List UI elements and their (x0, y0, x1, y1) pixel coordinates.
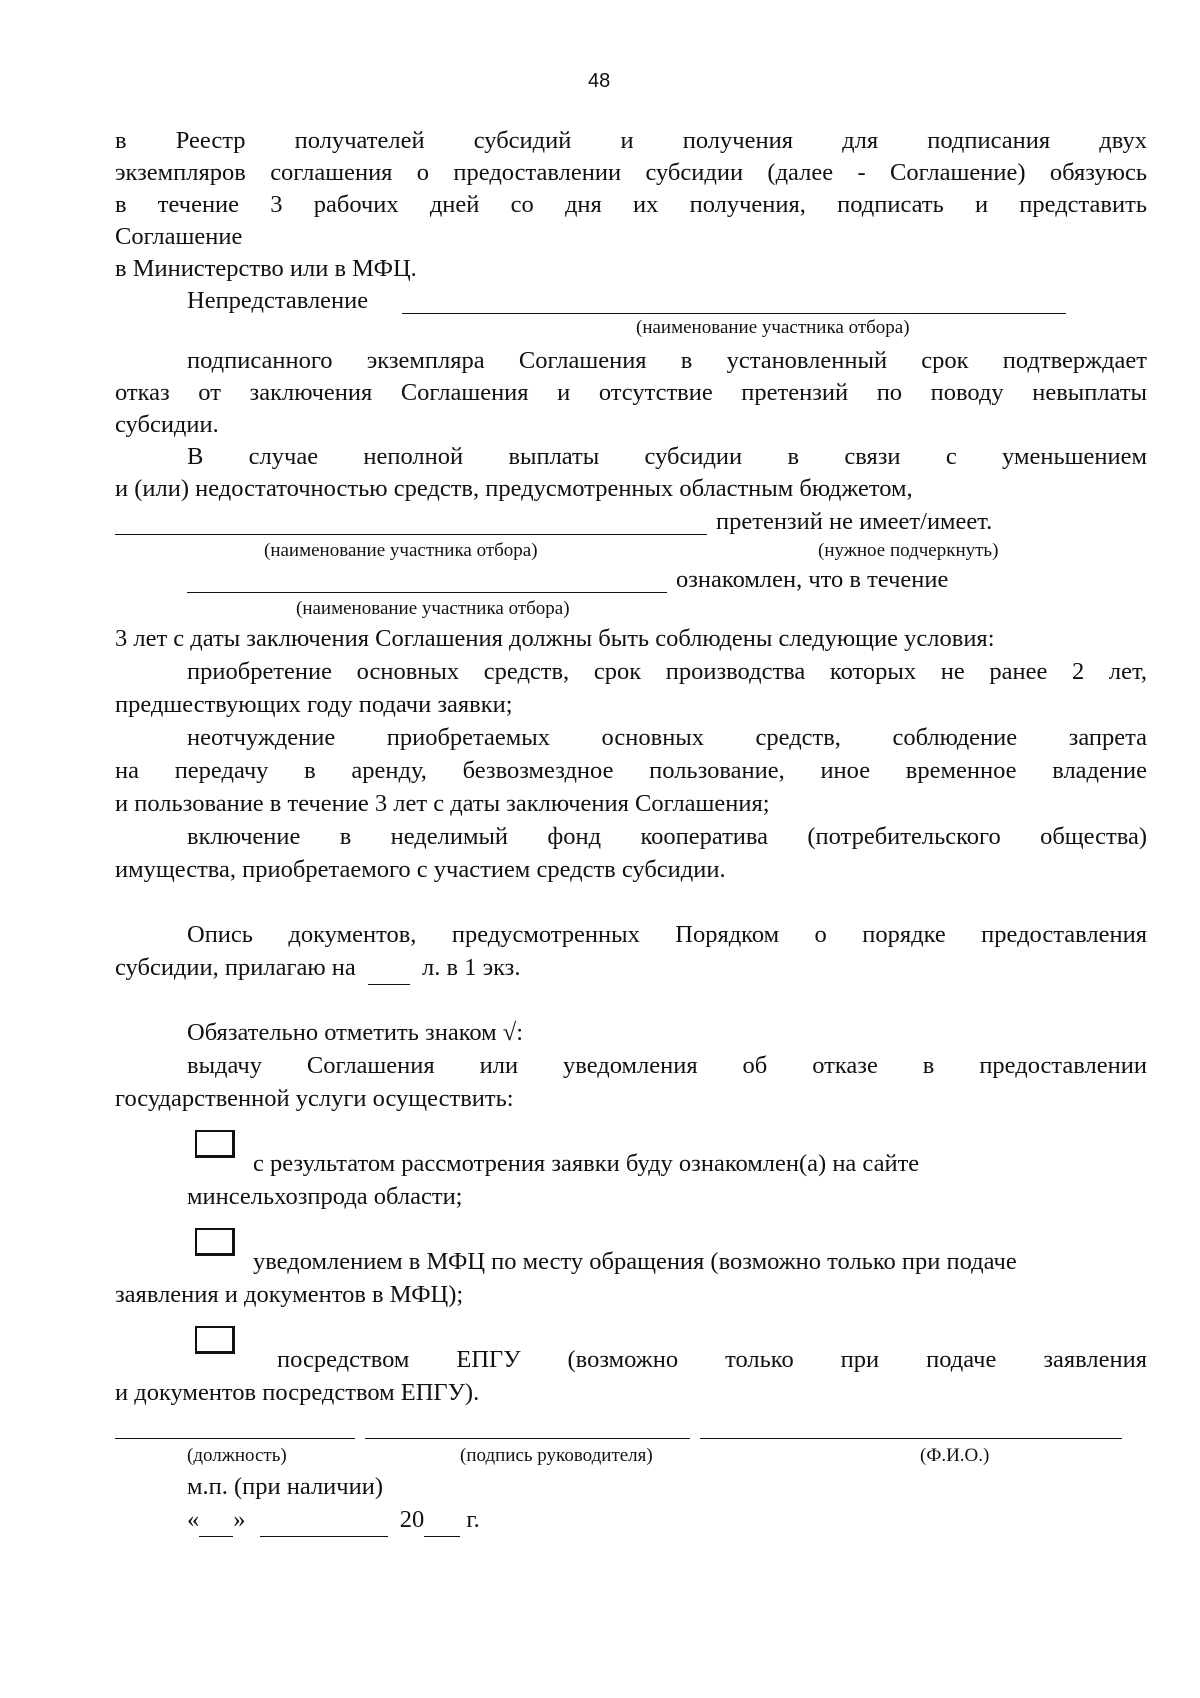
option-text: заявления и документов в МФЦ); (115, 1281, 464, 1308)
paragraph-line: и (или) недостаточностью средств, предусмотренных областным бюджетом, (115, 475, 913, 502)
paragraph-line: выдачу Соглашения или уведомления об отказе в предоставлении (187, 1052, 1147, 1079)
paragraph-line: включение в неделимый фонд кооператива (потребительского общества) (187, 823, 1147, 850)
paragraph-line: и пользование в течение 3 лет с даты заключения Соглашения; (115, 790, 770, 817)
field-caption: (наименование участника отбора) (296, 598, 570, 619)
stamp-note: м.п. (при наличии) (187, 1473, 383, 1500)
option-checkbox-website[interactable] (195, 1130, 235, 1158)
paragraph-line: экземпляров соглашения о предоставлении субсидии (далее - Соглашение) обязуюсь (115, 159, 1147, 186)
signature-caption: (подпись руководителя) (460, 1445, 653, 1466)
option-text: с результатом рассмотрения заявки буду ознакомлен(а) на сайте (253, 1150, 920, 1177)
day-field[interactable] (199, 1503, 233, 1537)
paragraph-line: предшествующих году подачи заявки; (115, 691, 513, 718)
acknowledged-text: ознакомлен, что в течение (676, 566, 949, 593)
paragraph-line: имущества, приобретаемого с участием средств субсидии. (115, 856, 726, 883)
paragraph-line: подписанного экземпляра Соглашения в установленный срок подтверждает (187, 347, 1147, 374)
paragraph-line (115, 951, 1147, 985)
option-text: посредством ЕПГУ (возможно только при подаче заявления (277, 1346, 1147, 1373)
paragraph-line: 3 лет с даты заключения Соглашения должны быть соблюдены следующие условия: (115, 625, 995, 652)
paragraph-line: в течение 3 рабочих дней со дня их получения, подписать и представить (115, 191, 1147, 218)
fill-line-participant[interactable] (402, 313, 1066, 314)
paragraph-line: в Министерство или в МФЦ. (115, 255, 417, 282)
instruction-heading: Обязательно отметить знаком √: (187, 1019, 524, 1046)
paragraph-line: В случае неполной выплаты субсидии в связи с уменьшением (187, 443, 1147, 470)
paragraph-line: государственной услуги осуществить: (115, 1085, 514, 1112)
year-prefix: 20 (399, 1506, 425, 1533)
fill-line-participant[interactable] (187, 592, 667, 593)
paragraph-line: Соглашение (115, 223, 243, 250)
attachment-text: субсидии, прилагаю на (115, 954, 356, 981)
date-close-quote: » (233, 1506, 246, 1533)
sheets-count-field[interactable] (368, 951, 410, 985)
field-caption: (наименование участника отбора) (264, 540, 538, 561)
date-line (187, 1503, 480, 1537)
attachment-text: л. в 1 экз. (422, 954, 521, 981)
page-number: 48 (588, 70, 611, 92)
name-caption: (Ф.И.О.) (920, 1445, 990, 1466)
option-text: минсельхозпрода области; (187, 1183, 463, 1210)
position-line[interactable] (115, 1438, 355, 1439)
paragraph-line: в Реестр получателей субсидий и получения для подписания двух (115, 127, 1147, 154)
option-text: уведомлением в МФЦ по месту обращения (возможно только при подаче (253, 1248, 1017, 1275)
year-field[interactable] (424, 1503, 460, 1537)
option-text: и документов посредством ЕПГУ). (115, 1379, 480, 1406)
paragraph-lead: Непредставление (187, 287, 369, 314)
paragraph-line: отказ от заключения Соглашения и отсутствие претензий по поводу невыплаты (115, 379, 1147, 406)
date-open-quote: « (187, 1506, 200, 1533)
signature-line[interactable] (365, 1438, 690, 1439)
option-checkbox-mfc[interactable] (195, 1228, 235, 1256)
claims-text: претензий не имеет/имеет. (716, 508, 993, 535)
year-suffix: г. (466, 1506, 480, 1533)
paragraph-line: на передачу в аренду, безвозмездное пользование, иное временное владение (115, 757, 1147, 784)
position-caption: (должность) (187, 1445, 287, 1466)
paragraph-line: приобретение основных средств, срок производства которых не ранее 2 лет, (187, 658, 1147, 685)
name-line[interactable] (700, 1438, 1122, 1439)
field-caption: (наименование участника отбора) (636, 317, 910, 338)
paragraph-line: неотчуждение приобретаемых основных средств, соблюдение запрета (187, 724, 1147, 751)
paragraph-line: субсидии. (115, 411, 219, 438)
field-caption: (нужное подчеркнуть) (818, 540, 999, 561)
paragraph-line: Опись документов, предусмотренных Порядком о порядке предоставления (187, 921, 1147, 948)
option-checkbox-epgu[interactable] (195, 1326, 235, 1354)
fill-line-participant[interactable] (115, 534, 707, 535)
month-field[interactable] (260, 1503, 388, 1537)
